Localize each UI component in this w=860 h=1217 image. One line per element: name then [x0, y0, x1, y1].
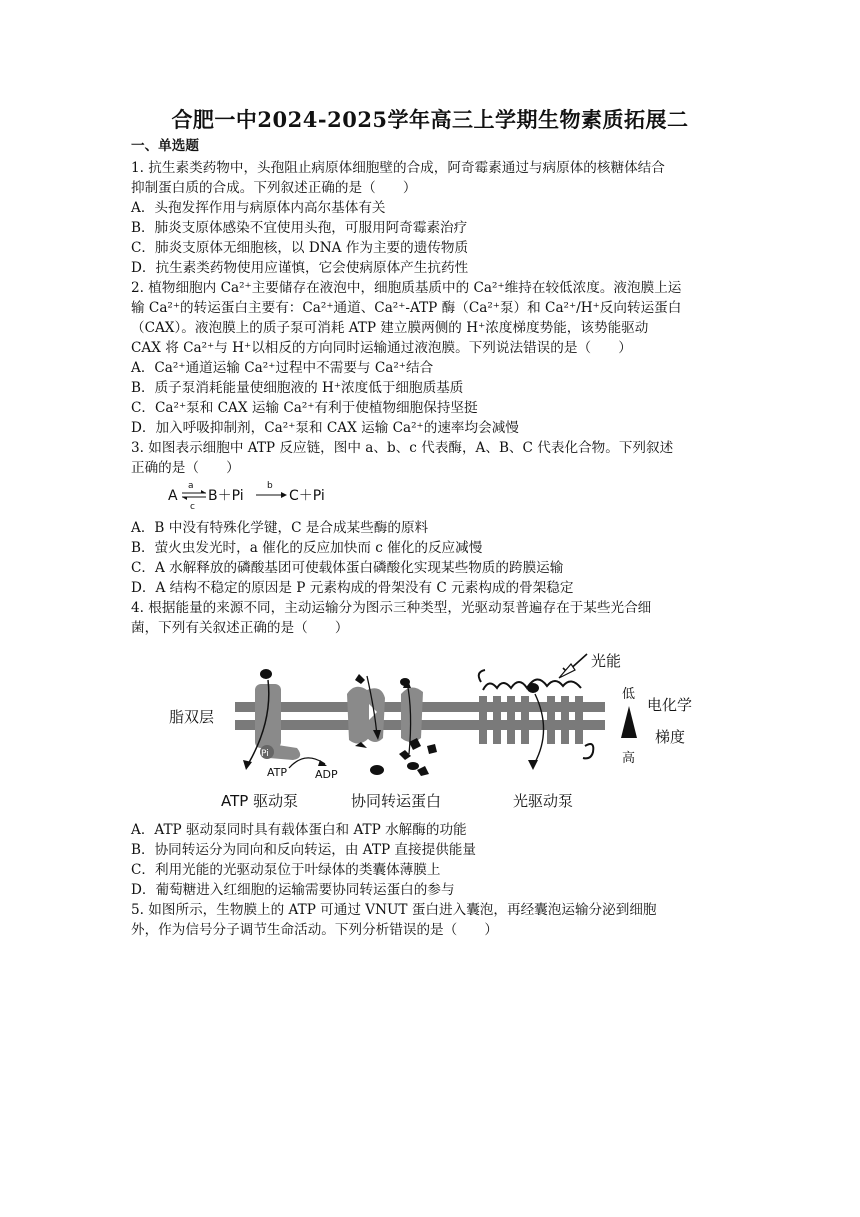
q4-option-c: C．利用光能的光驱动泵位于叶绿体的类囊体薄膜上	[131, 862, 441, 878]
q1-option-b: B．肺炎支原体感染不宜使用头孢，可服用阿奇霉素治疗	[131, 220, 468, 236]
eq-enzyme-b: b	[267, 481, 273, 491]
q2-option-b: B．质子泵消耗能量使细胞液的 H⁺浓度低于细胞质基质	[131, 380, 464, 396]
q5-stem-line1: 5. 如图所示，生物膜上的 ATP 可通过 VNUT 蛋白进入囊泡，再经囊泡运输分泌到细胞	[131, 902, 657, 918]
light-energy-label: 光能	[591, 652, 622, 670]
section-heading: 一、单选题	[131, 138, 199, 154]
q2-option-a: A．Ca²⁺通道运输 Ca²⁺过程中不需要与 Ca²⁺结合	[131, 360, 434, 376]
q1-stem-line1: 1. 抗生素类药物中，头孢阻止病原体细胞壁的合成，阿奇霉素通过与病原体的核糖体结合	[131, 160, 665, 176]
gradient-indicator	[621, 687, 692, 766]
q1-option-a: A．头孢发挥作用与病原体内高尔基体有关	[131, 200, 386, 216]
gradient-low-label: 低	[622, 687, 636, 702]
q2-stem-line3: （CAX）。液泡膜上的质子泵可消耗 ATP 建立膜两侧的 H⁺浓度梯度势能，该势能驱动	[131, 320, 649, 336]
eq-compound-a: A	[168, 488, 178, 504]
adp-label: ADP	[315, 768, 338, 781]
q4-stem-line1: 4. 根据能量的来源不同，主动运输分为图示三种类型，光驱动泵普遍存在于某些光合细	[131, 600, 652, 616]
atp-label: ATP	[267, 766, 288, 779]
light-pump-caption: 光驱动泵	[513, 792, 574, 810]
gradient-label-line2: 梯度	[655, 728, 686, 746]
q4-stem-line2: 菌，下列有关叙述正确的是（ ）	[131, 620, 349, 636]
eq-end-products: C＋Pi	[289, 488, 325, 504]
q4-option-a: A．ATP 驱动泵同时具有载体蛋白和 ATP 水解酶的功能	[131, 822, 467, 838]
page-title: 合肥一中2024-2025学年高三上学期生物素质拓展二	[171, 107, 689, 132]
atp-reaction-equation	[168, 478, 348, 512]
q1-option-c: C．肺炎支原体无细胞核，以 DNA 作为主要的遗传物质	[131, 240, 469, 256]
q2-option-d: D．加入呼吸抑制剂，Ca²⁺泵和 CAX 运输 Ca²⁺的速率均会减慢	[131, 420, 519, 436]
q3-option-a: A．B 中没有特殊化学键，C 是合成某些酶的原料	[131, 520, 429, 536]
q4-option-d: D．葡萄糖进入红细胞的运输需要协同转运蛋白的参与	[131, 882, 455, 898]
atp-pump-caption: ATP 驱动泵	[221, 792, 299, 810]
q3-option-d: D．A 结构不稳定的原因是 P 元素构成的骨架没有 C 元素构成的骨架稳定	[131, 580, 574, 596]
lipid-bilayer-label: 脂双层	[169, 708, 215, 726]
q5-stem-line2: 外，作为信号分子调节生命活动。下列分析错误的是（ ）	[131, 922, 499, 938]
q3-option-c: C．A 水解释放的磷酸基团可使载体蛋白磷酸化实现某些物质的跨膜运输	[131, 560, 564, 576]
eq-enzyme-a: a	[188, 481, 194, 491]
gradient-label-line1: 电化学	[647, 696, 693, 714]
q3-stem-line2: 正确的是（ ）	[131, 460, 240, 476]
gradient-high-label: 高	[622, 751, 636, 766]
q4-option-b: B．协同转运分为同向和反向转运，由 ATP 直接提供能量	[131, 842, 476, 858]
q3-option-b: B．萤火虫发光时，a 催化的反应加快而 c 催化的反应减慢	[131, 540, 483, 556]
q1-option-d: D．抗生素类药物使用应谨慎，它会使病原体产生抗药性	[131, 260, 469, 276]
pi-label: Pi	[261, 749, 269, 759]
eq-middle-products: B＋Pi	[208, 488, 244, 504]
cotransport-caption: 协同转运蛋白	[351, 792, 442, 810]
q2-stem-line1: 2. 植物细胞内 Ca²⁺主要储存在液泡中，细胞质基质中的 Ca²⁺维持在较低浓度。液泡膜上运	[131, 280, 682, 296]
q2-option-c: C．Ca²⁺泵和 CAX 运输 Ca²⁺有利于使植物细胞保持坚挺	[131, 400, 478, 416]
q2-stem-line4: CAX 将 Ca²⁺与 H⁺以相反的方向同时运输通过液泡膜。下列说法错误的是（ ）	[131, 340, 632, 356]
gradient-triangle	[621, 706, 637, 738]
q1-stem-line2: 抑制蛋白质的合成。下列叙述正确的是（ ）	[131, 180, 417, 196]
q3-stem-line1: 3. 如图表示细胞中 ATP 反应链，图中 a、b、c 代表酶，A、B、C 代表化合物。下列叙述	[131, 440, 674, 456]
q2-stem-line2: 输 Ca²⁺的转运蛋白主要有：Ca²⁺通道、Ca²⁺-ATP 酶（Ca²⁺泵）和 Ca²⁺/H⁺反向转运蛋白	[131, 300, 682, 316]
active-transport-figure	[155, 642, 715, 822]
eq-enzyme-c: c	[190, 502, 195, 512]
